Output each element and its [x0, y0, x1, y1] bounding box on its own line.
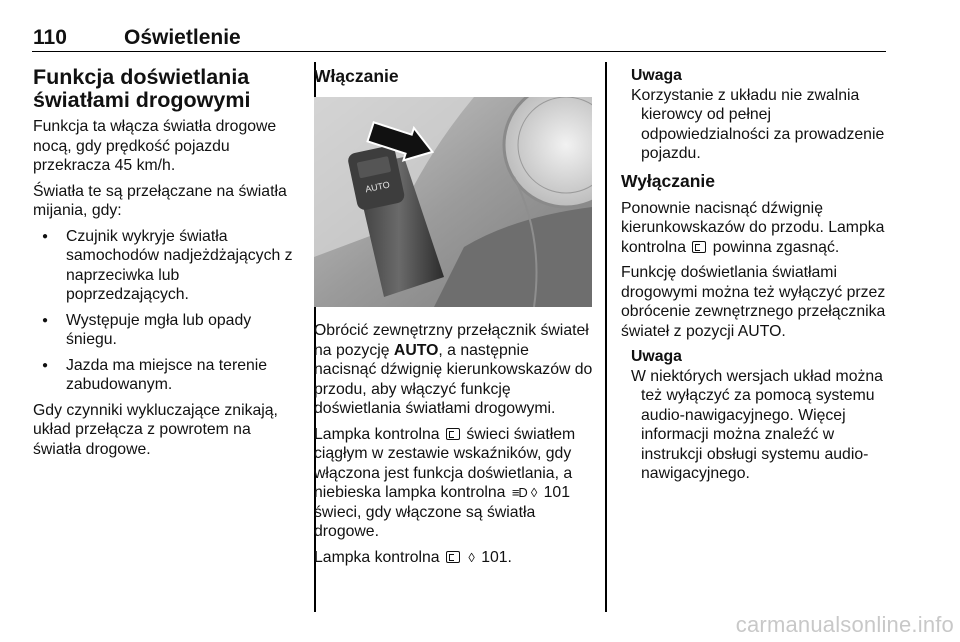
- paragraph: Lampka kontrolna ◊ 101.: [314, 548, 512, 566]
- high-beam-icon: ≡D: [511, 485, 527, 500]
- column-2: [314, 66, 594, 573]
- paragraph: Gdy czynniki wykluczające znikają, układ przełącza z powrotem na światła drogowe.: [33, 401, 278, 458]
- column-1: [33, 66, 303, 465]
- switch-auto-label: AUTO: [364, 179, 391, 195]
- page-header: [32, 24, 886, 52]
- section-heading: Funkcja doświetlania światłami drogowymi: [33, 65, 251, 112]
- page-number: 110: [33, 26, 67, 49]
- paragraph: Funkcję doświetlania światłami drogowymi można też wyłączyć przez obrócenie zewnętrznego przełącznika świateł z pozycji AUTO.: [621, 264, 886, 340]
- note-box: [621, 66, 889, 164]
- page-reference-icon: ◊: [468, 549, 475, 565]
- paragraph: Funkcja ta włącza światła drogowe nocą, gdy prędkość pojazdu przekracza 45 km/h.: [33, 118, 277, 174]
- page-reference-icon: ◊: [530, 485, 538, 500]
- paragraph: Obrócić zewnętrzny przełącznik świateł na pozycję AUTO, a następnie nacisnąć dźwignię kierunkowskazów do przodu, aby włączyć funkcję doświetlania światłami drogowymi.: [314, 322, 593, 417]
- note-body: W niektórych wersjach układ można też wyłączyć za pomocą systemu audio-nawigacyjnego. Więcej informacji można znaleźć w instrukcji obsługi systemu audio-nawigacyjnego.: [631, 367, 883, 482]
- list-item: ● Czujnik wykryje światła samochodów nadjeżdżających z naprzeciwka lub poprzedzających.: [33, 227, 303, 305]
- section-title: Oświetlenie: [124, 26, 241, 49]
- section-heading: Wyłączanie: [621, 170, 716, 191]
- conditions-list: [33, 227, 303, 395]
- auto-high-beam-icon: [692, 241, 706, 253]
- list-item: ● Występuje mgła lub opady śniegu.: [33, 311, 303, 350]
- section-heading: Włączanie: [314, 66, 399, 86]
- list-item: ● Jazda ma miejsce na terenie zabudowanym.: [33, 356, 303, 395]
- watermark: carmanualsonline.info: [735, 612, 954, 637]
- paragraph: Światła te są przełączane na światła mijania, gdy:: [33, 182, 287, 219]
- paragraph: Lampka kontrolna świeci światłem ciągłym w zestawie wskaźników, gdy włączona jest funkcja doświetlania, a niebieska lampka kontrolna ≡D ◊ 101 świeci, gdy włączone są światła drogowe.: [314, 425, 576, 540]
- auto-high-beam-icon: [446, 551, 460, 563]
- note-title: Uwaga: [631, 348, 682, 365]
- auto-high-beam-icon: [446, 428, 460, 440]
- note-body: Korzystanie z układu nie zwalnia kierowcy od pełnej odpowiedzialności za prowadzenie pojazdu.: [631, 86, 885, 162]
- column-divider: [605, 62, 607, 612]
- note-title: Uwaga: [631, 67, 682, 84]
- light-switch-photo: [314, 97, 592, 307]
- paragraph: Ponownie nacisnąć dźwignię kierunkowskazów do przodu. Lampka kontrolna powinna zgasnąć.: [621, 199, 885, 256]
- note-box: [621, 347, 889, 484]
- column-3: [621, 66, 889, 491]
